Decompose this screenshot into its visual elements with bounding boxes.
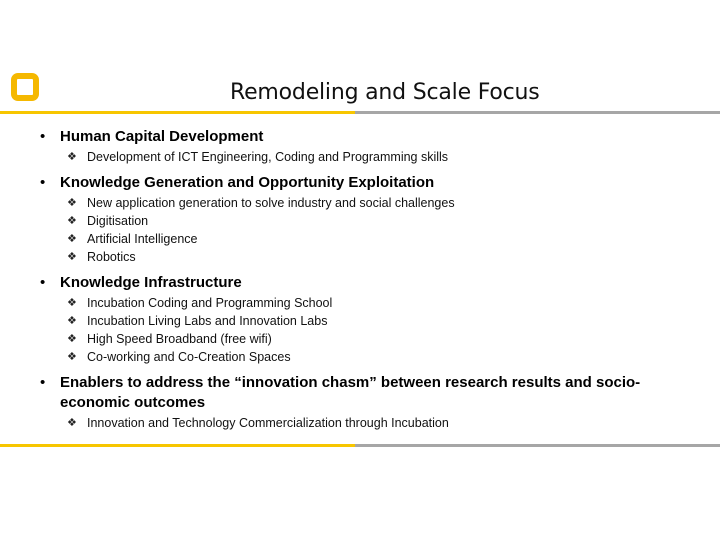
diamond-bullet-icon: ❖ [67, 215, 77, 227]
bullet-text: Knowledge Infrastructure [60, 274, 242, 291]
bullet-dot: • [40, 174, 46, 191]
sub-item-text: Robotics [87, 250, 136, 264]
sub-item-text: Co-working and Co-Creation Spaces [87, 350, 291, 364]
sub-list [37, 194, 697, 266]
diamond-bullet-icon: ❖ [67, 233, 77, 245]
sub-list [37, 148, 697, 166]
list-item [37, 312, 697, 330]
bottom-rule-yellow [0, 444, 355, 447]
diamond-bullet-icon: ❖ [67, 351, 77, 363]
logo-icon [11, 73, 39, 101]
bullet-text: Human Capital Development [60, 128, 264, 145]
sub-list [37, 294, 697, 366]
diamond-bullet-icon: ❖ [67, 197, 77, 209]
diamond-bullet-icon: ❖ [67, 251, 77, 263]
top-rule-yellow [0, 111, 355, 114]
slide-title: Remodeling and Scale Focus [230, 80, 540, 105]
bullet-enablers [37, 373, 697, 413]
list-item [37, 248, 697, 266]
bullet-text: Enablers to address the “innovation chasm” between research results and socio-economic outcomes [60, 374, 641, 411]
list-item [37, 294, 697, 312]
diamond-bullet-icon: ❖ [67, 151, 77, 163]
bullet-dot: • [40, 128, 46, 145]
list-item [37, 414, 697, 432]
bullet-knowledge-generation [37, 173, 697, 193]
diamond-bullet-icon: ❖ [67, 315, 77, 327]
diamond-bullet-icon: ❖ [67, 333, 77, 345]
bullet-human-capital [37, 127, 697, 147]
sub-item-text: Incubation Living Labs and Innovation Labs [87, 314, 328, 328]
slide-body [37, 127, 697, 439]
diamond-bullet-icon: ❖ [67, 297, 77, 309]
list-item [37, 330, 697, 348]
bullet-text: Knowledge Generation and Opportunity Exploitation [60, 174, 435, 191]
bullet-dot: • [40, 374, 46, 391]
sub-list [37, 414, 697, 432]
sub-item-text: Incubation Coding and Programming School [87, 296, 333, 310]
list-item [37, 348, 697, 366]
list-item [37, 230, 697, 248]
sub-item-text: Innovation and Technology Commercialization through Incubation [87, 416, 449, 430]
sub-item-text: Artificial Intelligence [87, 232, 198, 246]
sub-item-text: Development of ICT Engineering, Coding and Programming skills [87, 150, 449, 164]
list-item [37, 194, 697, 212]
bullet-dot: • [40, 274, 46, 291]
bullet-knowledge-infrastructure [37, 273, 697, 293]
list-item [37, 212, 697, 230]
list-item [37, 148, 697, 166]
sub-item-text: Digitisation [87, 214, 149, 228]
sub-item-text: New application generation to solve industry and social challenges [87, 196, 455, 210]
sub-item-text: High Speed Broadband (free wifi) [87, 332, 272, 346]
diamond-bullet-icon: ❖ [67, 417, 77, 429]
